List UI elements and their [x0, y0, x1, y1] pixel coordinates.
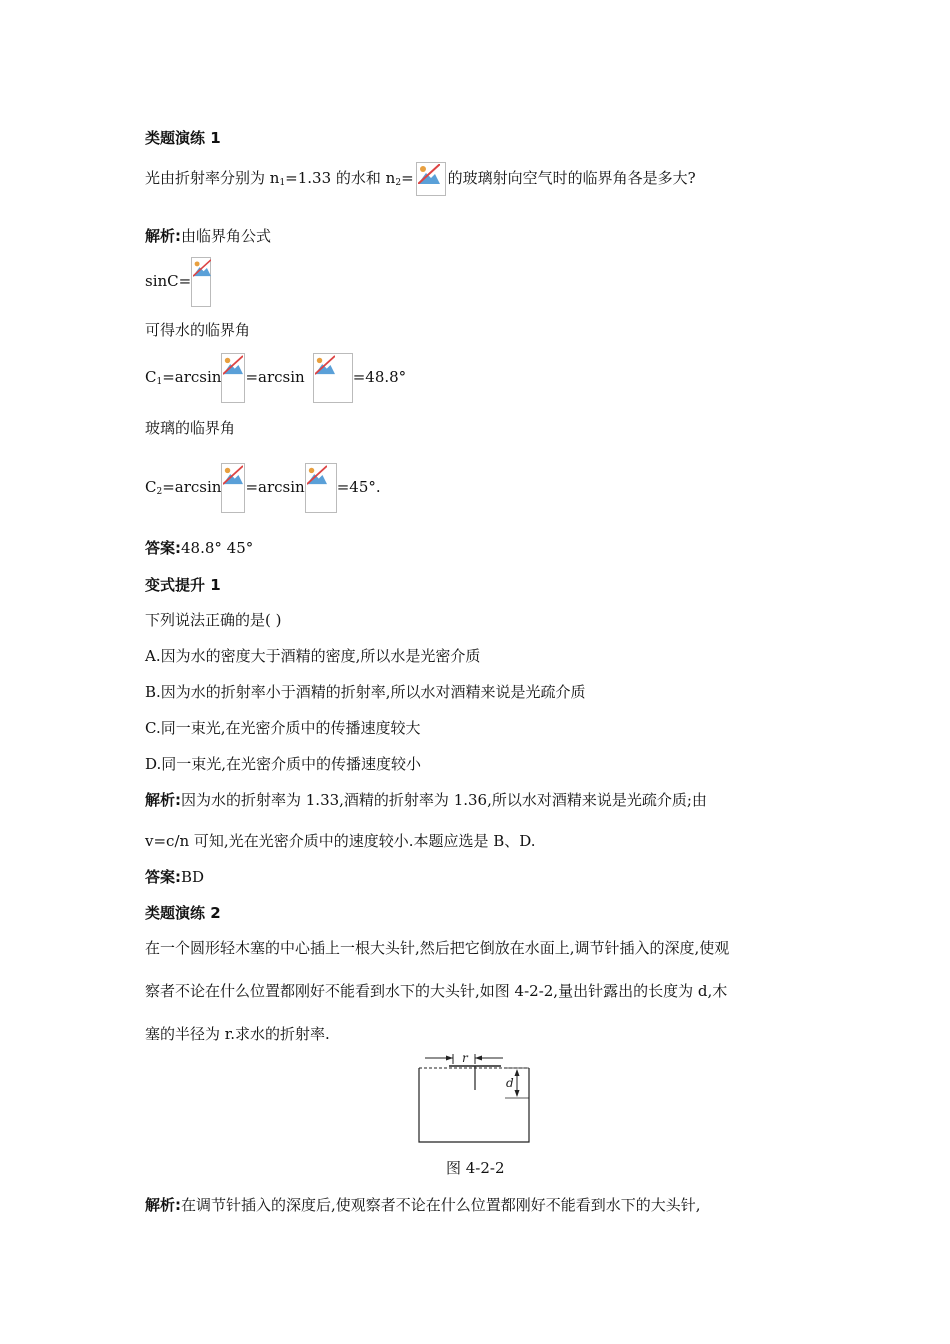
formula-text: =arcsin	[162, 368, 222, 386]
broken-image-icon	[221, 463, 245, 513]
answer-label: 答案:	[145, 868, 181, 886]
example2-paragraph-line2: 察者不论在什么位置都刚好不能看到水下的大头针,如图 4-2-2,量出针露出的长度为 d,木	[145, 982, 728, 1000]
answer-text: 48.8° 45°	[181, 539, 254, 557]
figure-caption: 图 4-2-2	[446, 1159, 505, 1177]
variant1-analysis	[145, 790, 707, 810]
formula-text: =arcsin	[162, 478, 222, 496]
formula-text: sinC=	[145, 272, 192, 290]
broken-image-icon	[221, 353, 245, 403]
example2-paragraph-line3: 塞的半径为 r.求水的折射率.	[145, 1025, 330, 1043]
subscript: 1	[156, 377, 163, 387]
c2-formula	[145, 462, 381, 517]
formula-text: =arcsin	[245, 478, 305, 496]
variant1-question: 下列说法正确的是( )	[145, 611, 282, 629]
option-b: B.因为水的折射率小于酒精的折射率,所以水对酒精来说是光疏介质	[145, 683, 586, 701]
formula-text: =48.8°	[352, 368, 407, 386]
glass-text: 玻璃的临界角	[145, 419, 236, 437]
water-text: 可得水的临界角	[145, 321, 251, 339]
variant1-analysis-line2: v=c/n 可知,光在光密介质中的速度较小.本题应选是 B、D.	[145, 832, 536, 850]
formula-text: C	[145, 478, 157, 496]
variant1-heading: 变式提升 1	[145, 576, 221, 594]
subscript: 2	[156, 487, 163, 497]
analysis-label: 解析:	[145, 227, 181, 245]
example1-heading: 类题演练 1	[145, 129, 221, 147]
sinc-formula	[145, 256, 211, 307]
broken-image-icon	[191, 257, 211, 307]
example1-answer	[145, 538, 253, 558]
question-text-b: =1.33 的水和 n	[285, 169, 396, 187]
question-text-d: 的玻璃射向空气时的临界角各是多大?	[447, 169, 696, 187]
label-r: r	[462, 1051, 468, 1065]
option-d: D.同一束光,在光密介质中的传播速度较小	[145, 755, 422, 773]
label-d: d	[506, 1076, 514, 1090]
option-c: C.同一束光,在光密介质中的传播速度较大	[145, 719, 421, 737]
example2-analysis	[145, 1195, 701, 1215]
variant1-answer	[145, 867, 204, 887]
analysis-text: 由临界角公式	[181, 227, 272, 245]
answer-label: 答案:	[145, 539, 181, 557]
answer-text: BD	[181, 868, 205, 886]
cork-pin-figure	[405, 1050, 545, 1154]
broken-image-icon	[416, 162, 446, 196]
example1-question	[145, 162, 696, 196]
formula-text: =45°.	[336, 478, 381, 496]
formula-text: =arcsin	[245, 368, 305, 386]
broken-image-icon	[305, 463, 337, 513]
subscript: 2	[395, 178, 402, 188]
example1-analysis	[145, 226, 271, 246]
subscript: 1	[279, 178, 286, 188]
broken-image-icon	[313, 353, 353, 403]
analysis-text: 在调节针插入的深度后,使观察者不论在什么位置都刚好不能看到水下的大头针,	[181, 1196, 701, 1214]
formula-text: C	[145, 368, 157, 386]
analysis-text: 因为水的折射率为 1.33,酒精的折射率为 1.36,所以水对酒精来说是光疏介质;由	[181, 791, 707, 809]
question-text-c: =	[401, 169, 414, 187]
analysis-label: 解析:	[145, 791, 181, 809]
c1-formula	[145, 352, 406, 407]
example2-heading: 类题演练 2	[145, 904, 221, 922]
question-text-a: 光由折射率分别为 n	[145, 169, 280, 187]
example2-paragraph-line1: 在一个圆形轻木塞的中心插上一根大头针,然后把它倒放在水面上,调节针插入的深度,使观	[145, 939, 730, 957]
analysis-label: 解析:	[145, 1196, 181, 1214]
option-a: A.因为水的密度大于酒精的密度,所以水是光密介质	[145, 647, 481, 665]
